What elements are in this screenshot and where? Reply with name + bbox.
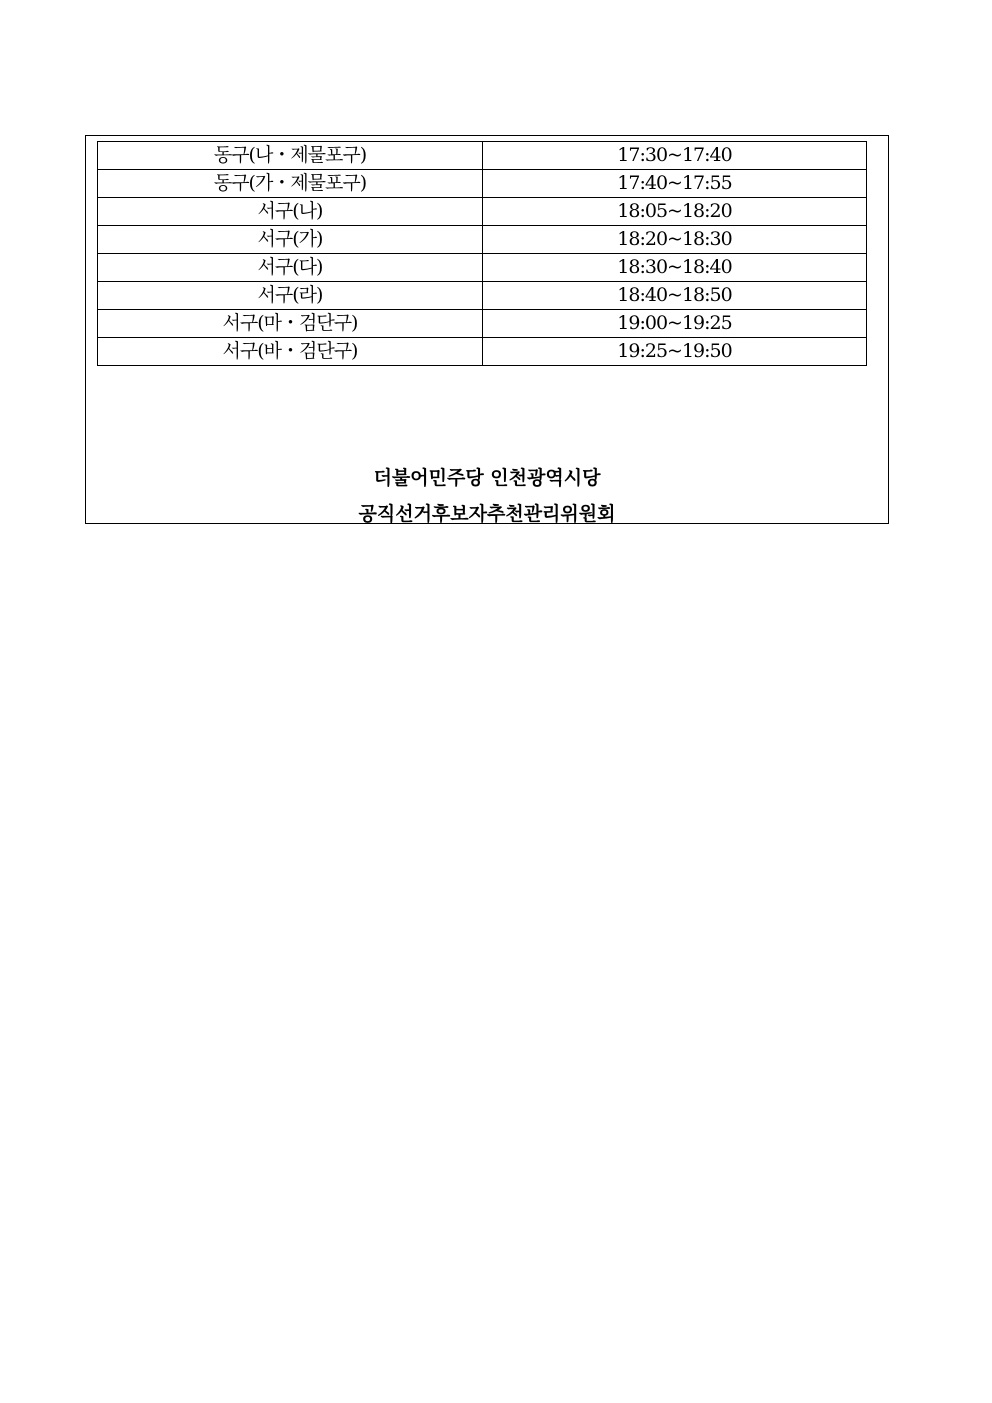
table-row	[98, 254, 867, 282]
issuer-committee-name: 공직선거후보자추천관리위원회	[358, 503, 616, 525]
issuer-party-name: 더불어민주당 인천광역시당	[373, 467, 601, 489]
time-cell: 19:25~19:50	[483, 338, 867, 366]
table-row	[98, 338, 867, 366]
table-row	[98, 142, 867, 170]
time-cell: 18:05~18:20	[483, 198, 867, 226]
table-row	[98, 310, 867, 338]
time-cell: 18:20~18:30	[483, 226, 867, 254]
time-cell: 18:30~18:40	[483, 254, 867, 282]
table-row	[98, 170, 867, 198]
time-cell: 17:30~17:40	[483, 142, 867, 170]
time-cell: 19:00~19:25	[483, 310, 867, 338]
district-cell: 서구(다)	[98, 254, 483, 282]
table-row	[98, 282, 867, 310]
district-cell: 서구(라)	[98, 282, 483, 310]
district-cell: 동구(가・제물포구)	[98, 170, 483, 198]
district-cell: 서구(가)	[98, 226, 483, 254]
district-cell: 서구(바・검단구)	[98, 338, 483, 366]
table-row	[98, 226, 867, 254]
schedule-table	[97, 141, 867, 366]
time-cell: 18:40~18:50	[483, 282, 867, 310]
table-row	[98, 198, 867, 226]
district-cell: 서구(마・검단구)	[98, 310, 483, 338]
document-frame	[85, 135, 889, 524]
time-cell: 17:40~17:55	[483, 170, 867, 198]
district-cell: 동구(나・제물포구)	[98, 142, 483, 170]
district-cell: 서구(나)	[98, 198, 483, 226]
